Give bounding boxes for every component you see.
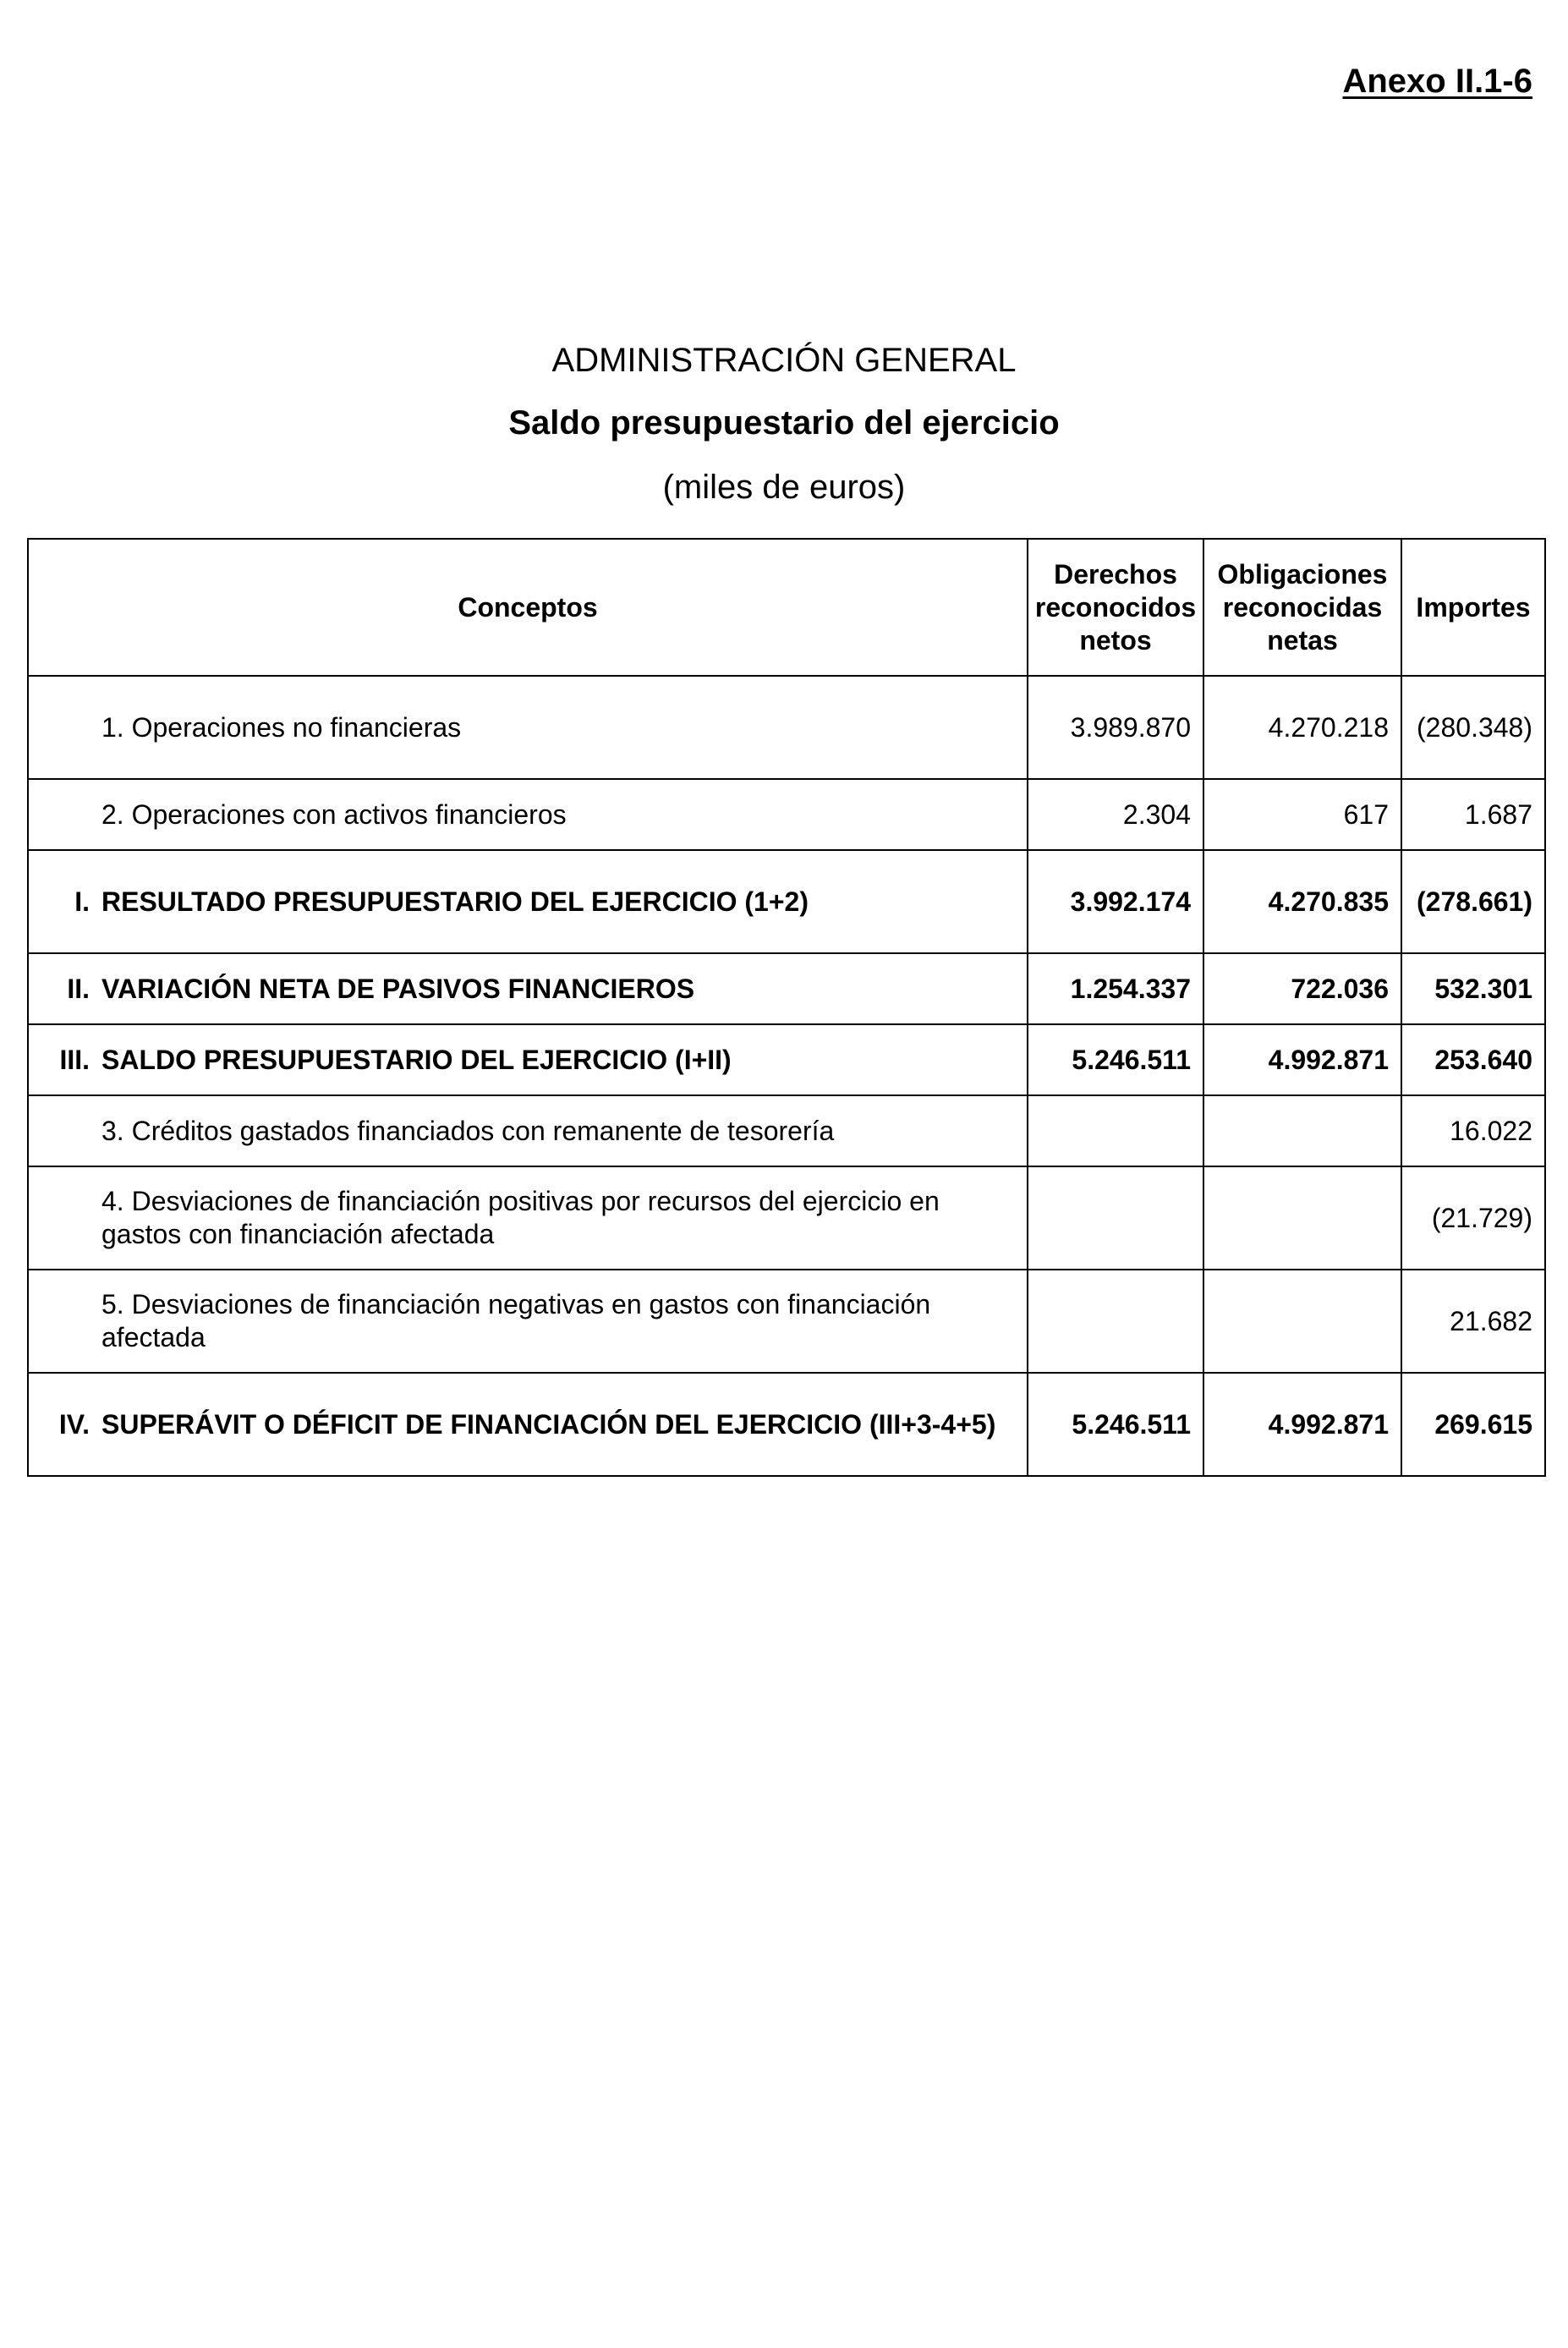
obligations-cell: 4.992.871 — [1203, 1024, 1401, 1095]
rights-cell: 5.246.511 — [1028, 1373, 1203, 1476]
obligations-cell — [1203, 1166, 1401, 1270]
budget-balance-table — [27, 538, 1546, 1477]
concept-cell — [28, 1166, 1028, 1270]
report-title: Saldo presupuestario del ejercicio — [508, 404, 1060, 442]
annex-label: Anexo II.1-6 — [1342, 63, 1532, 100]
row-number: IV. — [58, 1408, 90, 1440]
rights-cell: 3.992.174 — [1028, 850, 1203, 953]
units-subtitle: (miles de euros) — [662, 469, 906, 506]
obligations-cell — [1203, 1095, 1401, 1166]
obligations-cell: 722.036 — [1203, 953, 1401, 1024]
entity-heading: ADMINISTRACIÓN GENERAL — [551, 342, 1017, 379]
amount-cell: (280.348) — [1401, 676, 1545, 779]
table-row — [28, 850, 1545, 953]
rights-cell: 2.304 — [1028, 779, 1203, 850]
table-row — [28, 1024, 1545, 1095]
obligations-cell: 4.270.835 — [1203, 850, 1401, 953]
concept-text: VARIACIÓN NETA DE PASIVOS FINANCIEROS — [101, 973, 695, 1004]
amount-cell: 21.682 — [1401, 1270, 1545, 1373]
amount-cell: 16.022 — [1401, 1095, 1545, 1166]
amount-cell: 1.687 — [1401, 779, 1545, 850]
amount-cell: 532.301 — [1401, 953, 1545, 1024]
concept-cell — [28, 1270, 1028, 1373]
rights-cell — [1028, 1270, 1203, 1373]
obligations-cell: 4.992.871 — [1203, 1373, 1401, 1476]
row-number: II. — [67, 973, 90, 1004]
rights-cell — [1028, 1166, 1203, 1270]
table-row — [28, 953, 1545, 1024]
obligations-cell: 4.270.218 — [1203, 676, 1401, 779]
concept-cell — [28, 1024, 1028, 1095]
concept-text: 4. Desviaciones de financiación positivas por recursos del ejercicio en gastos con financiación afectada — [101, 1186, 940, 1249]
header-concepts: Conceptos — [28, 539, 1028, 676]
concept-cell — [28, 953, 1028, 1024]
amount-cell: 253.640 — [1401, 1024, 1545, 1095]
rights-cell — [1028, 1095, 1203, 1166]
rights-cell: 1.254.337 — [1028, 953, 1203, 1024]
table-row — [28, 1373, 1545, 1476]
table-row — [28, 676, 1545, 779]
rights-cell: 5.246.511 — [1028, 1024, 1203, 1095]
concept-cell — [28, 779, 1028, 850]
row-number: III. — [59, 1044, 90, 1075]
obligations-cell: 617 — [1203, 779, 1401, 850]
amount-cell: 269.615 — [1401, 1373, 1545, 1476]
table-row — [28, 779, 1545, 850]
header-obligations: Obligaciones reconocidas netas — [1203, 539, 1401, 676]
concept-text: 3. Créditos gastados financiados con remanente de tesorería — [101, 1115, 835, 1146]
header-rights: Derechos reconocidos netos — [1028, 539, 1203, 676]
table-row — [28, 1095, 1545, 1166]
concept-text: 2. Operaciones con activos financieros — [101, 798, 567, 830]
obligations-cell — [1203, 1270, 1401, 1373]
concept-text: RESULTADO PRESUPUESTARIO DEL EJERCICIO (1+2) — [101, 886, 809, 917]
concept-cell — [28, 1095, 1028, 1166]
header-amounts: Importes — [1401, 539, 1545, 676]
amount-cell: (278.661) — [1401, 850, 1545, 953]
concept-cell — [28, 676, 1028, 779]
concept-text: 5. Desviaciones de financiación negativas en gastos con financiación afectada — [101, 1289, 931, 1352]
row-number: I. — [74, 886, 90, 917]
table-row — [28, 1166, 1545, 1270]
table-header-row — [28, 539, 1545, 676]
concept-text: 1. Operaciones no financieras — [101, 711, 462, 743]
table-row — [28, 1270, 1545, 1373]
concept-text: SALDO PRESUPUESTARIO DEL EJERCICIO (I+II) — [101, 1044, 732, 1075]
amount-cell: (21.729) — [1401, 1166, 1545, 1270]
concept-cell — [28, 850, 1028, 953]
concept-text: SUPERÁVIT O DÉFICIT DE FINANCIACIÓN DEL EJERCICIO (III+3-4+5) — [101, 1408, 996, 1440]
concept-cell — [28, 1373, 1028, 1476]
rights-cell: 3.989.870 — [1028, 676, 1203, 779]
